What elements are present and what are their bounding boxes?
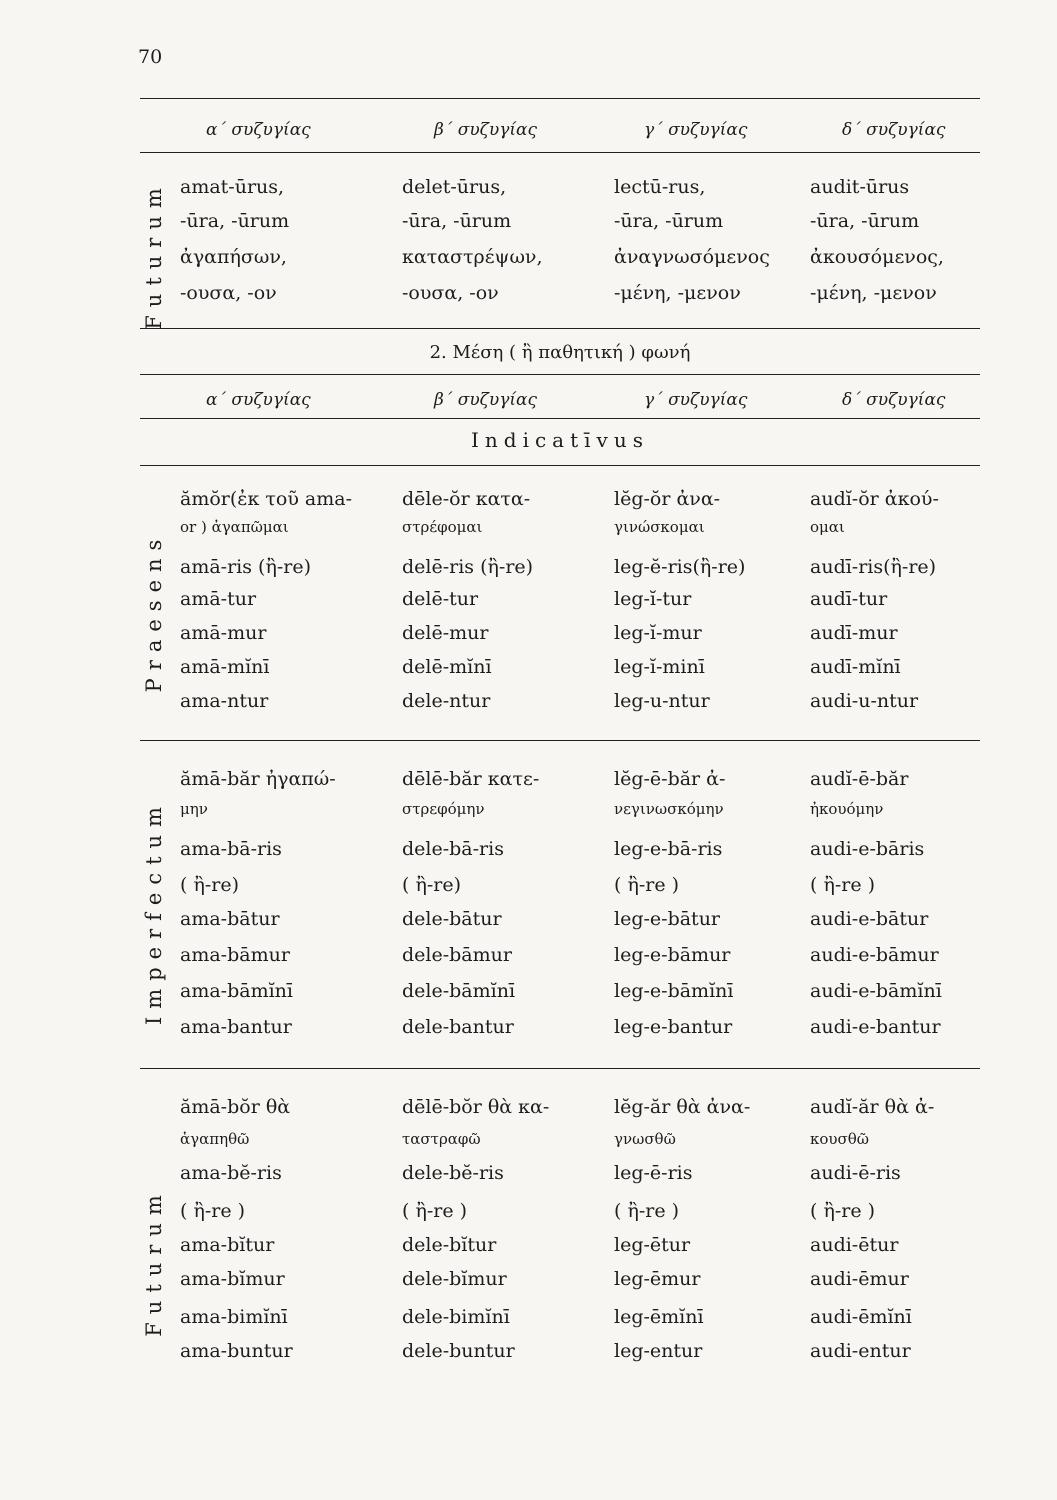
paradigm-cell: ἀγαπήσων,	[180, 246, 287, 268]
paradigm-cell: audī-mur	[810, 622, 898, 644]
paradigm-cell: ταστραφῶ	[402, 1130, 481, 1148]
paradigm-cell: delē-mĭnī	[402, 656, 492, 678]
paradigm-cell: leg-ē-ris	[614, 1162, 693, 1184]
paradigm-cell: leg-e-bāmur	[614, 944, 731, 966]
paradigm-cell: στρεφόμην	[402, 800, 485, 818]
paradigm-cell: dēlē-bŏr θὰ κα-	[402, 1096, 550, 1118]
section-title: 2. Μέση ( ἢ παθητική ) φωνή	[429, 342, 691, 363]
paradigm-cell: -ουσα, -ον	[180, 282, 277, 304]
paradigm-cell: leg-ētur	[614, 1234, 691, 1256]
paradigm-cell: audi-e-bāmur	[810, 944, 939, 966]
paradigm-cell: dele-bā-ris	[402, 838, 504, 860]
column-header: γ΄ συζυγίας	[644, 390, 748, 410]
paradigm-cell: dele-bāmĭnī	[402, 980, 516, 1002]
paradigm-cell: leg-ĭ-mur	[614, 622, 702, 644]
paradigm-cell: amā-mur	[180, 622, 267, 644]
paradigm-cell: leg-ĭ-minī	[614, 656, 705, 678]
paradigm-cell: γνωσθῶ	[614, 1130, 676, 1148]
paradigm-cell: ama-bantur	[180, 1016, 292, 1038]
paradigm-cell: lĕg-ē-băr ἀ-	[614, 768, 726, 790]
paradigm-cell: ( ἢ-re )	[402, 1200, 468, 1222]
paradigm-cell: dēlē-băr κατε-	[402, 768, 540, 790]
paradigm-cell: -ūra, -ūrum	[614, 210, 724, 232]
paradigm-cell: or ) ἀγαπῶμαι	[180, 518, 289, 536]
paradigm-cell: leg-ĭ-tur	[614, 588, 692, 610]
paradigm-cell: audī-tur	[810, 588, 888, 610]
paradigm-cell: γινώσκομαι	[614, 518, 705, 536]
paradigm-cell: delē-tur	[402, 588, 479, 610]
paradigm-cell: -μένη, -μενον	[614, 282, 741, 304]
paradigm-cell: dele-bimĭnī	[402, 1306, 510, 1328]
paradigm-cell: ama-ntur	[180, 690, 269, 712]
paradigm-cell: audit-ūrus	[810, 176, 910, 198]
table-rule	[140, 374, 980, 375]
column-header: γ΄ συζυγίας	[644, 120, 748, 140]
paradigm-cell: -ūra, -ūrum	[810, 210, 920, 232]
paradigm-cell: ama-bātur	[180, 908, 280, 930]
paradigm-cell: audi-ēmĭnī	[810, 1306, 912, 1328]
paradigm-cell: ἠκουόμην	[810, 800, 884, 818]
paradigm-cell: dele-bātur	[402, 908, 502, 930]
paradigm-cell: leg-e-bātur	[614, 908, 721, 930]
table-rule	[140, 740, 980, 741]
paradigm-cell: lĕg-ŏr ἀνα-	[614, 488, 721, 510]
paradigm-cell: ( ἢ-re )	[614, 1200, 680, 1222]
column-header: α΄ συζυγίας	[206, 390, 311, 410]
paradigm-cell: audĭ-ŏr ἀκού-	[810, 488, 939, 510]
column-header: β΄ συζυγίας	[434, 120, 538, 140]
paradigm-cell: audī-mĭnī	[810, 656, 901, 678]
paradigm-cell: leg-ēmĭnī	[614, 1306, 704, 1328]
paradigm-cell: νεγινωσκόμην	[614, 800, 724, 818]
indicativus-title: Indicatīvus	[471, 428, 649, 452]
page-number: 70	[138, 46, 163, 68]
table-rule	[140, 1068, 980, 1069]
table-rule	[140, 328, 980, 329]
paradigm-cell: amat-ūrus,	[180, 176, 285, 198]
paradigm-cell: dēle-ŏr κατα-	[402, 488, 531, 510]
paradigm-cell: -ūra, -ūrum	[180, 210, 290, 232]
column-header: α΄ συζυγίας	[206, 120, 311, 140]
paradigm-cell: dele-ntur	[402, 690, 491, 712]
paradigm-cell: delē-ris (ἢ-re)	[402, 556, 534, 578]
paradigm-cell: κουσθῶ	[810, 1130, 870, 1148]
paradigm-cell: leg-ēmur	[614, 1268, 701, 1290]
table-rule	[140, 465, 980, 466]
paradigm-cell: lectū-rus,	[614, 176, 706, 198]
paradigm-cell: μην	[180, 800, 208, 818]
paradigm-cell: leg-u-ntur	[614, 690, 710, 712]
column-header: δ΄ συζυγίας	[842, 390, 946, 410]
paradigm-cell: ămŏr(ἐκ τοῦ ama-	[180, 488, 353, 510]
paradigm-cell: ( ἢ-re )	[810, 874, 876, 896]
paradigm-cell: ama-bā-ris	[180, 838, 282, 860]
paradigm-cell: leg-e-bāmĭnī	[614, 980, 734, 1002]
paradigm-cell: audī-ris(ἢ-re)	[810, 556, 937, 578]
paradigm-cell: ama-bĭtur	[180, 1234, 275, 1256]
paradigm-cell: audi-u-ntur	[810, 690, 919, 712]
paradigm-cell: ( ἢ-re )	[614, 874, 680, 896]
paradigm-cell: στρέφομαι	[402, 518, 483, 536]
paradigm-cell: audi-e-bāmĭnī	[810, 980, 942, 1002]
paradigm-cell: audi-e-bantur	[810, 1016, 941, 1038]
paradigm-cell: amā-ris (ἢ-re)	[180, 556, 311, 578]
paradigm-cell: amā-mĭnī	[180, 656, 270, 678]
paradigm-cell: -ūra, -ūrum	[402, 210, 512, 232]
paradigm-cell: -μένη, -μενον	[810, 282, 937, 304]
paradigm-cell: ἀγαπηθῶ	[180, 1130, 250, 1148]
paradigm-cell: leg-e-bantur	[614, 1016, 733, 1038]
paradigm-cell: dele-bāmur	[402, 944, 512, 966]
paradigm-cell: audi-ētur	[810, 1234, 899, 1256]
paradigm-cell: delet-ūrus,	[402, 176, 507, 198]
paradigm-cell: ama-bĭmur	[180, 1268, 285, 1290]
table-rule	[140, 418, 980, 419]
paradigm-cell: ἀναγνωσόμενος	[614, 246, 770, 268]
paradigm-cell: ama-buntur	[180, 1340, 293, 1362]
paradigm-cell: ama-bĕ-ris	[180, 1162, 282, 1184]
paradigm-cell: -ουσα, -ον	[402, 282, 499, 304]
paradigm-cell: ( ἢ-re )	[180, 1200, 246, 1222]
paradigm-cell: audi-e-bāris	[810, 838, 925, 860]
paradigm-cell: leg-ĕ-ris(ἢ-re)	[614, 556, 746, 578]
paradigm-cell: dele-buntur	[402, 1340, 515, 1362]
paradigm-cell: dele-bĭmur	[402, 1268, 507, 1290]
paradigm-cell: ἀκουσόμενος,	[810, 246, 944, 268]
column-header: δ΄ συζυγίας	[842, 120, 946, 140]
paradigm-cell: leg-entur	[614, 1340, 703, 1362]
paradigm-cell: dele-bĕ-ris	[402, 1162, 504, 1184]
paradigm-cell: audi-entur	[810, 1340, 911, 1362]
table-rule	[140, 98, 980, 99]
paradigm-cell: ămā-bŏr θὰ	[180, 1096, 291, 1118]
paradigm-cell: ama-bāmĭnī	[180, 980, 293, 1002]
paradigm-cell: ama-bimĭnī	[180, 1306, 288, 1328]
paradigm-cell: lĕg-ăr θὰ ἀνα-	[614, 1096, 751, 1118]
paradigm-cell: dele-bĭtur	[402, 1234, 497, 1256]
paradigm-cell: ομαι	[810, 518, 845, 536]
paradigm-cell: audi-ē-ris	[810, 1162, 901, 1184]
paradigm-cell: ( ἢ-re)	[402, 874, 461, 896]
paradigm-cell: audĭ-ē-băr	[810, 768, 909, 790]
paradigm-cell: ama-bāmur	[180, 944, 290, 966]
paradigm-cell: leg-e-bā-ris	[614, 838, 723, 860]
paradigm-cell: ( ἢ-re )	[810, 1200, 876, 1222]
paradigm-cell: amā-tur	[180, 588, 257, 610]
column-header: β΄ συζυγίας	[434, 390, 538, 410]
paradigm-cell: καταστρέψων,	[402, 246, 543, 268]
paradigm-cell: audi-ēmur	[810, 1268, 909, 1290]
paradigm-cell: ( ἢ-re)	[180, 874, 239, 896]
paradigm-cell: ămā-băr ἠγαπώ-	[180, 768, 336, 790]
paradigm-cell: dele-bantur	[402, 1016, 514, 1038]
paradigm-cell: audi-e-bātur	[810, 908, 929, 930]
paradigm-cell: delē-mur	[402, 622, 489, 644]
paradigm-cell: audĭ-ăr θὰ ἀ-	[810, 1096, 935, 1118]
table-rule	[140, 152, 980, 153]
